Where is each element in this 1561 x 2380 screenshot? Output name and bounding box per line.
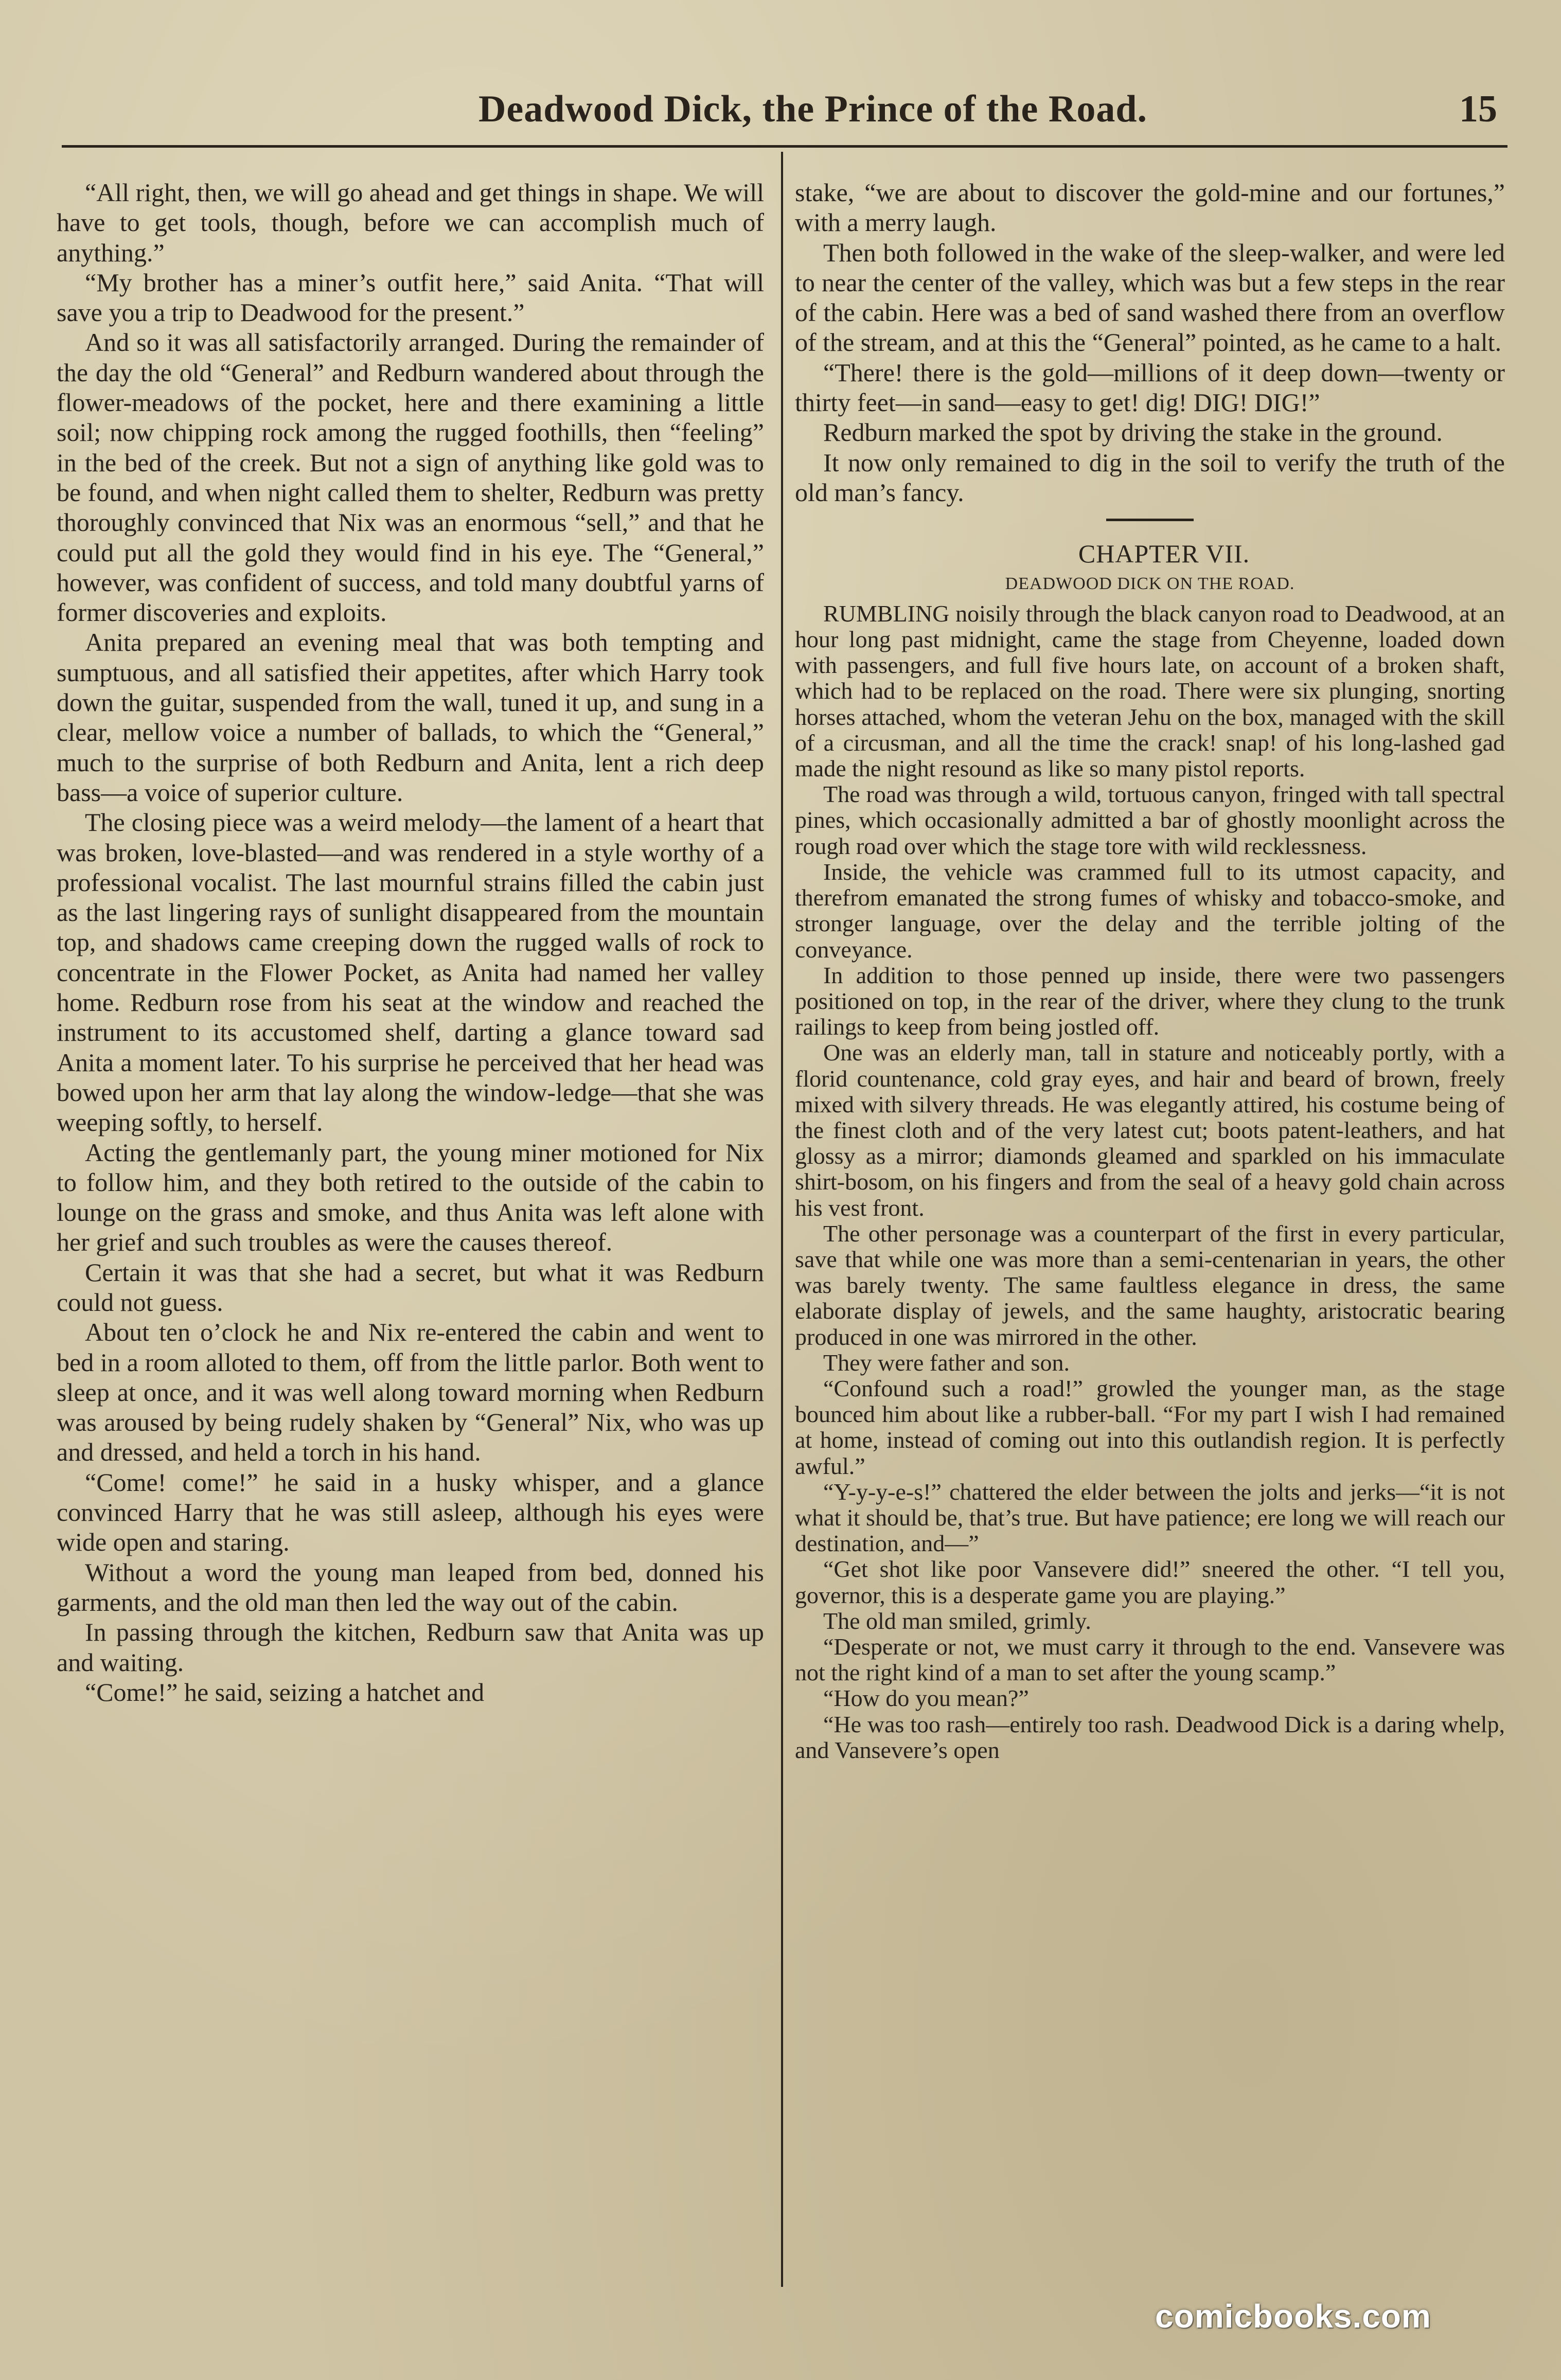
column-divider	[781, 152, 783, 2287]
paragraph: “All right, then, we will go ahead and get things in shape. We will have to get tools, though, before we can accomplish much of anything.”	[57, 178, 764, 267]
paragraph: One was an elderly man, tall in stature and noticeably portly, with a florid countenance, cold gray eyes, and hair and beard of brown, freely mixed with silvery threads. He was elegantly attired, his costume being of the finest cloth and of the very latest cut; boots patent-leathers, and hat glossy as a mirror; diamonds gleamed and sparkled on his immaculate shirt-bosom, on his fingers and from the seal of a heavy gold chain across his vest front.	[795, 1039, 1505, 1221]
section-rule	[1106, 519, 1194, 521]
paragraph: “Get shot like poor Vansevere did!” sneered the other. “I tell you, governor, this is a desperate game you are playing.”	[795, 1556, 1505, 1608]
paragraph: They were father and son.	[823, 1349, 1070, 1376]
chapter-title: CHAPTER VII.	[1078, 539, 1250, 569]
paragraph: Certain it was that she had a secret, but what it was Redburn could not guess.	[57, 1257, 764, 1317]
paragraph: Anita prepared an evening meal that was both tempting and sumptuous, and all satisfied their appetites, after which Harry took down the guitar, suspended from the wall, tuned it up, and sung in a clear, mellow voice a number of ballads, to which the “General,” much to the surprise of both Redburn and Anita, lent a rich deep bass—a voice of superior culture.	[57, 628, 764, 807]
header-rule	[62, 145, 1507, 148]
paragraph: “How do you mean?”	[823, 1685, 1029, 1712]
paragraph: “There! there is the gold—millions of it deep down—twenty or thirty feet—in sand—easy to get! dig! DIG! DIG!”	[795, 358, 1505, 417]
paragraph: RUMBLING noisily through the black canyon road to Deadwood, at an hour long past midnight, came the stage from Cheyenne, loaded down with passengers, and full five hours late, on account of a broken shaft, which had to be replaced on the road. There were six plunging, snorting horses attached, whom the veteran Jehu on the box, managed with the skill of a circusman, and all the time the crack! snap! of his long-lashed gad made the night resound as like so many pistol reports.	[795, 600, 1505, 782]
paragraph: And so it was all satisfactorily arranged. During the remainder of the day the old “General” and Redburn wandered about through the flower-meadows of the pocket, here and there examining a little soil; now chipping rock among the rugged foothills, then “feeling” in the bed of the creek. But not a sign of anything like gold was to be found, and when night called them to shelter, Redburn was pretty thoroughly convinced that Nix was an enormous “sell,” and that he could put all the gold they would find in his eye. The “General,” however, was confident of success, and told many doubtful yarns of former discoveries and exploits.	[57, 328, 764, 627]
running-title: Deadwood Dick, the Prince of the Road.	[478, 88, 1147, 130]
paragraph: Redburn marked the spot by driving the stake in the ground.	[823, 418, 1443, 447]
paragraph: The road was through a wild, tortuous canyon, fringed with tall spectral pines, which occasionally admitted a bar of ghostly moonlight across the rough road over which the stage tore with wild recklessness.	[795, 781, 1505, 859]
paragraph: Then both followed in the wake of the sleep-walker, and were led to near the center of the valley, which was but a few steps in the rear of the cabin. Here was a bed of sand washed there from an overflow of the stream, and at this the “General” pointed, as he came to a halt.	[795, 238, 1505, 357]
chapter-subtitle: DEADWOOD DICK ON THE ROAD.	[1005, 574, 1295, 593]
page-number: 15	[1459, 88, 1497, 130]
watermark: comicbooks.com	[1155, 2298, 1431, 2335]
paragraph: In addition to those penned up inside, there were two passengers positioned on top, in the rear of the driver, where they clung to the trunk railings to keep from being jostled off.	[795, 962, 1505, 1040]
paragraph: Without a word the young man leaped from bed, donned his garments, and the old man then led the way out of the cabin.	[57, 1557, 764, 1617]
paragraph: It now only remained to dig in the soil to verify the truth of the old man’s fancy.	[795, 448, 1505, 507]
paragraph: “He was too rash—entirely too rash. Deadwood Dick is a daring whelp, and Vansevere’s open	[795, 1711, 1505, 1763]
paragraph: stake, “we are about to discover the gold-mine and our fortunes,” with a merry laugh.	[795, 178, 1505, 237]
right-column	[795, 177, 1505, 2307]
paragraph: “Desperate or not, we must carry it through to the end. Vansevere was not the right kind of a man to set after the young scamp.”	[795, 1633, 1505, 1686]
paragraph: The closing piece was a weird melody—the lament of a heart that was broken, love-blasted—and was rendered in a style worthy of a professional vocalist. The last mournful strains filled the cabin just as the last lingering rays of sunlight disappeared from the mountain top, and shadows came creeping down the rugged walls of rock to concentrate in the Flower Pocket, as Anita had named her valley home. Redburn rose from his seat at the window and reached the instrument to its accustomed shelf, darting a glance toward sad Anita a moment later. To his surprise he perceived that her head was bowed upon her arm that lay along the window-ledge—that she was weeping softly, to herself.	[57, 808, 764, 1137]
paragraph: “Come! come!” he said in a husky whisper, and a glance convinced Harry that he was still asleep, although his eyes were wide open and staring.	[57, 1467, 764, 1557]
paragraph: “Confound such a road!” growled the younger man, as the stage bounced him about like a rubber-ball. “For my part I wish I had remained at home, instead of coming out into this outlandish region. It is perfectly awful.”	[795, 1375, 1505, 1479]
paragraph: The other personage was a counterpart of the first in every particular, save that while one was more than a semi-centenarian in years, the other was barely twenty. The same faultless elegance in dress, the same elaborate display of jewels, and the same haughty, aristocratic bearing produced in one was mirrored in the other.	[795, 1220, 1505, 1350]
paragraph: “My brother has a miner’s outfit here,” said Anita. “That will save you a trip to Deadwood for the present.”	[57, 268, 764, 327]
chapter-body	[795, 601, 1505, 1763]
paragraph: “Y-y-y-e-s!” chattered the elder between the jolts and jerks—“it is not what it should be, that’s true. But have patience; ere long we will reach our destination, and—”	[795, 1478, 1505, 1557]
left-column	[57, 177, 764, 2307]
running-header	[62, 87, 1513, 144]
paragraph: In passing through the kitchen, Redburn saw that Anita was up and waiting.	[57, 1618, 764, 1677]
paragraph: About ten o’clock he and Nix re-entered the cabin and went to bed in a room alloted to them, off from the little parlor. Both went to sleep at once, and it was well along toward morning when Redburn was aroused by being rudely shaken by “General” Nix, who was up and dressed, and held a torch in his hand.	[57, 1318, 764, 1467]
paragraph: Inside, the vehicle was crammed full to its utmost capacity, and therefrom emanated the strong fumes of whisky and tobacco-smoke, and stronger language, over the delay and the terrible jolting of the conveyance.	[795, 858, 1505, 963]
paragraph: The old man smiled, grimly.	[823, 1607, 1091, 1634]
paragraph: “Come!” he said, seizing a hatchet and	[85, 1677, 485, 1707]
paragraph: Acting the gentlemanly part, the young miner motioned for Nix to follow him, and they both retired to the outside of the cabin to lounge on the grass and smoke, and thus Anita was left alone with her grief and such troubles as were the causes thereof.	[57, 1138, 764, 1257]
